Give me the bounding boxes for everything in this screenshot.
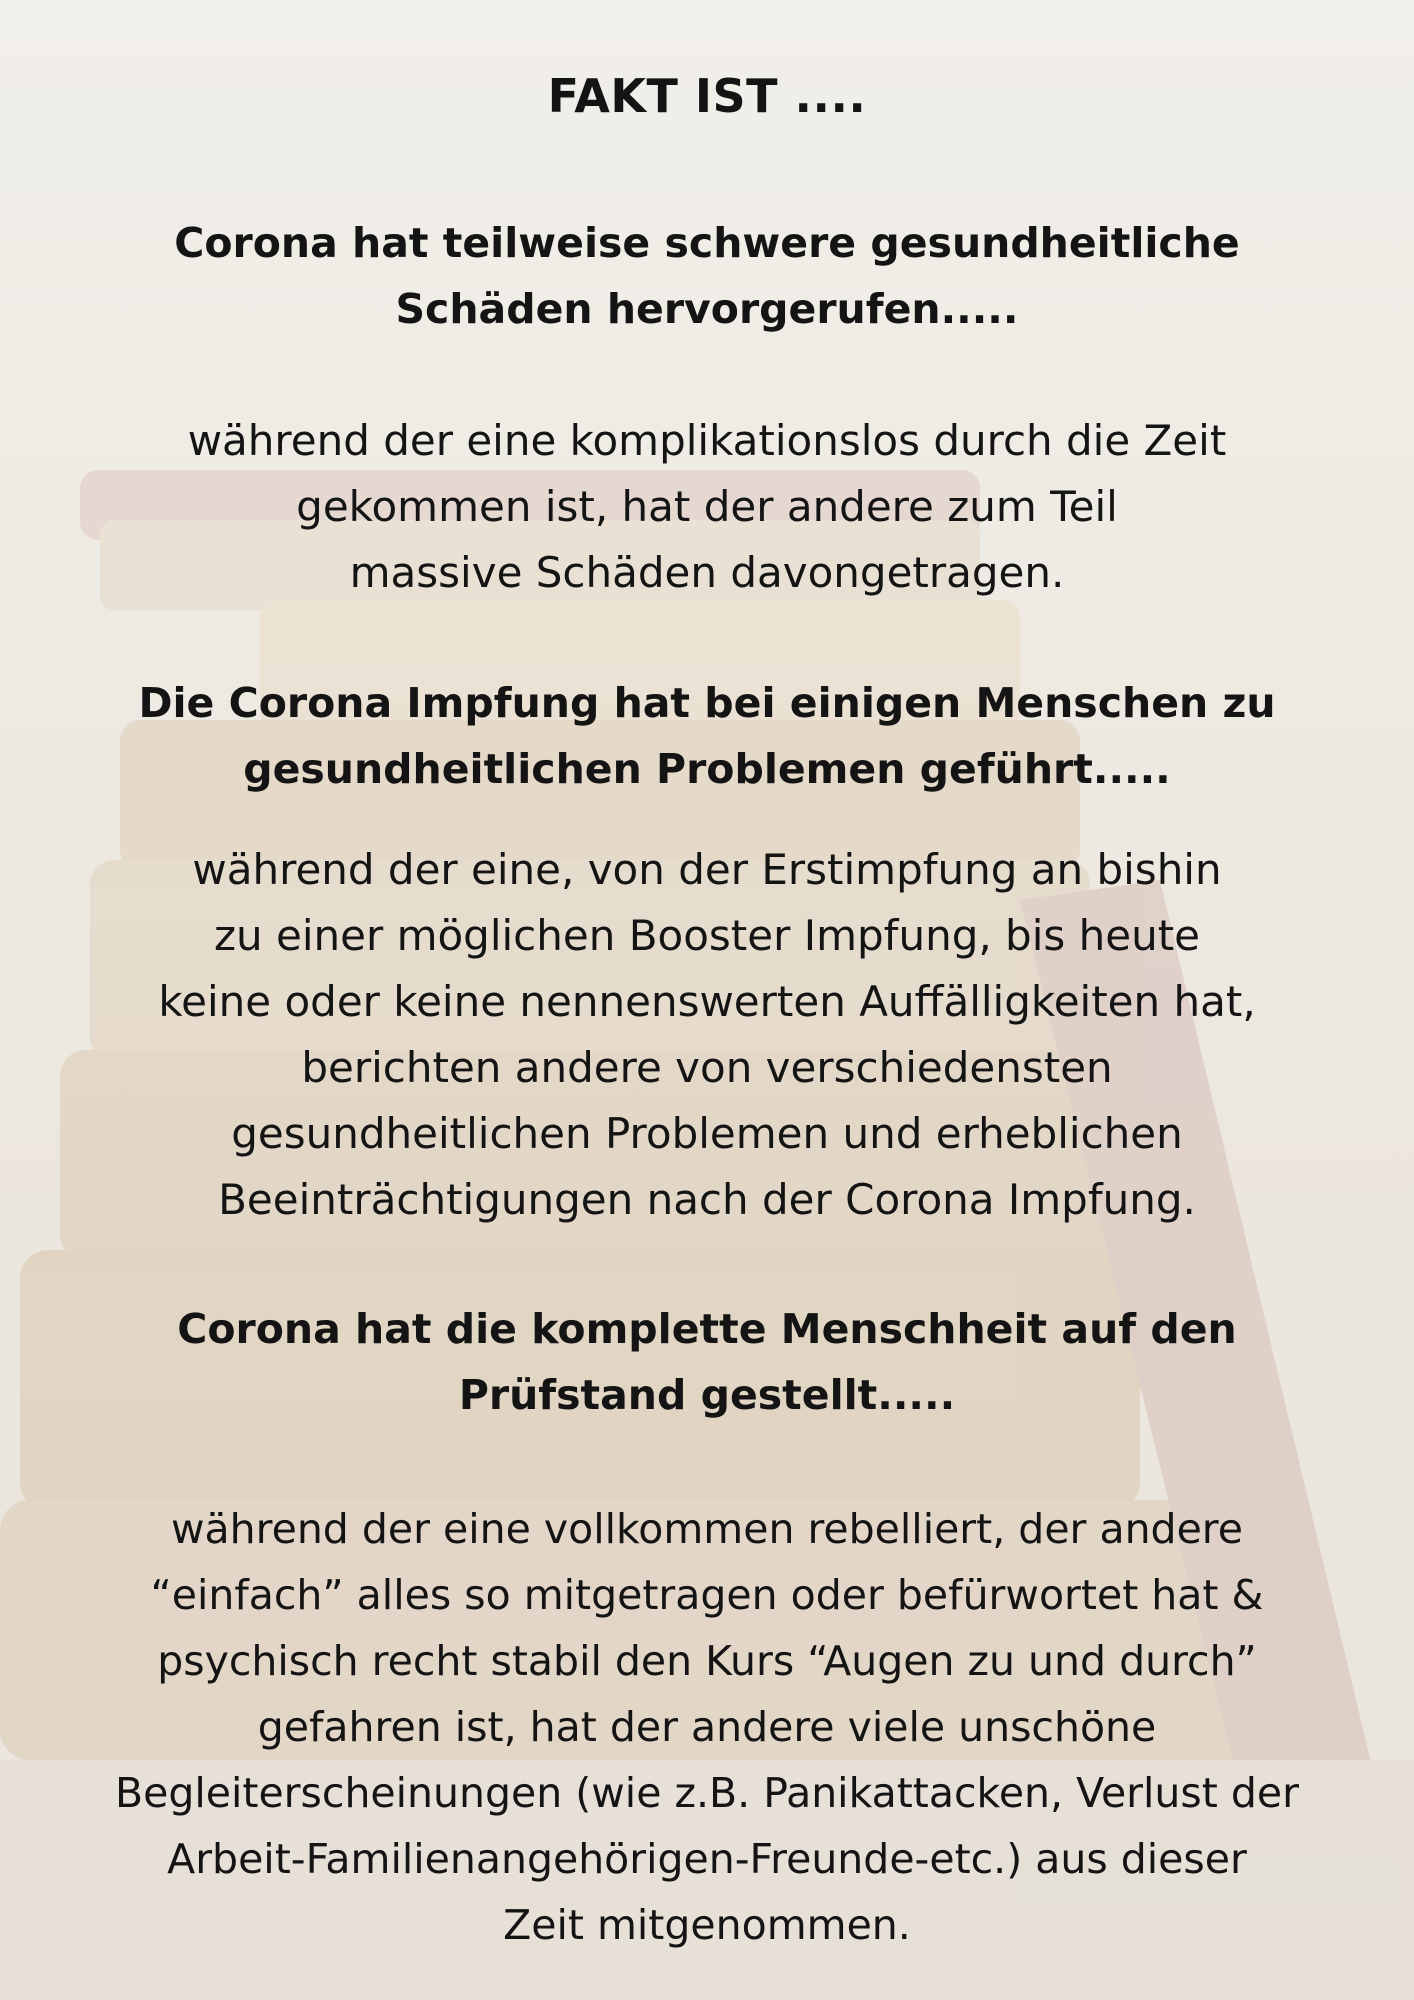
section-3-heading [0,1296,1414,1428]
heading-line: Prüfstand gestellt..... [458,1371,956,1419]
page-title: FAKT IST .... [547,69,867,123]
text-line: zu einer möglichen Booster Impfung, bis heute [213,911,1201,960]
text-line: Arbeit-Familienangehörigen-Freunde-etc.) aus dieser [167,1835,1247,1883]
heading-line: Corona hat die komplette Menschheit auf den [177,1305,1237,1353]
heading-line: Die Corona Impfung hat bei einigen Menschen zu [138,679,1276,727]
section-1-text [0,408,1414,606]
heading-line: gesundheitlichen Problemen geführt..... [243,745,1171,793]
text-line: Zeit mitgenommen. [503,1901,911,1949]
text-line: psychisch recht stabil den Kurs “Augen zu und durch” [157,1637,1257,1685]
text-line: keine oder keine nennenswerten Auffälligkeiten hat, [158,977,1256,1026]
heading-line: Schäden hervorgerufen..... [395,285,1019,333]
section-1-heading [0,210,1414,342]
text-line: gefahren ist, hat der andere viele unschöne [257,1703,1157,1751]
text-line: “einfach” alles so mitgetragen oder befürwortet hat & [150,1571,1264,1619]
text-line: während der eine vollkommen rebelliert, der andere [171,1505,1243,1553]
text-line: gekommen ist, hat der andere zum Teil [296,482,1118,531]
text-line: berichten andere von verschiedensten [301,1043,1113,1092]
text-line: massive Schäden davongetragen. [349,548,1065,597]
text-line: während der eine, von der Erstimpfung an bishin [192,845,1222,894]
text-line: Begleiterscheinungen (wie z.B. Panikattacken, Verlust der [115,1769,1299,1817]
section-2-heading [0,670,1414,802]
section-3-text [0,1496,1414,1958]
heading-line: Corona hat teilweise schwere gesundheitliche [174,219,1240,267]
text-line: während der eine komplikationslos durch die Zeit [187,416,1227,465]
text-line: Beeinträchtigungen nach der Corona Impfung. [218,1175,1196,1224]
section-2-text [0,837,1414,1233]
text-line: gesundheitlichen Problemen und erheblichen [231,1109,1183,1158]
